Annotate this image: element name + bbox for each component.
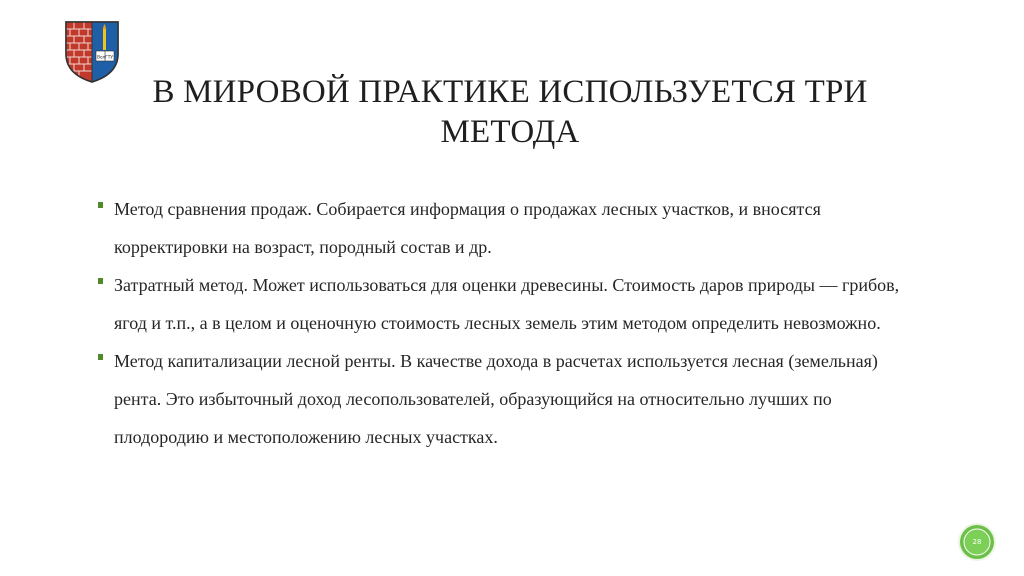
- bullet-marker-icon: [98, 202, 103, 208]
- list-item: [96, 342, 926, 456]
- list-item: [96, 266, 926, 342]
- bullet-list: [96, 190, 926, 456]
- bullet-marker-icon: [98, 278, 103, 284]
- page-title: В МИРОВОЙ ПРАКТИКЕ ИСПОЛЬЗУЕТСЯ ТРИ МЕТОДА: [152, 74, 868, 150]
- green-circle-badge-icon: [957, 522, 997, 562]
- university-crest-icon: [64, 20, 120, 84]
- bullet-text: Метод капитализации лесной ренты. В качестве дохода в расчетах используется лесная (земельная) рента. Это избыточный доход лесопользователей, образующийся на относительно лучших по плодородию и местоположению лесных участках.: [114, 351, 878, 447]
- bullet-marker-icon: [98, 354, 103, 360]
- bullet-text: Метод сравнения продаж. Собирается информация о продажах лесных участков, и вносятся корректировки на возраст, породный состав и др.: [114, 199, 821, 257]
- list-item: [96, 190, 926, 266]
- svg-text:ВолГТУ: ВолГТУ: [97, 54, 113, 60]
- bullet-text: Затратный метод. Может использоваться для оценки древесины. Стоимость даров природы — грибов, ягод и т.п., а в целом и оценочную стоимость лесных земель этим методом определить невозможно.: [114, 275, 900, 333]
- svg-text:28: 28: [972, 538, 982, 546]
